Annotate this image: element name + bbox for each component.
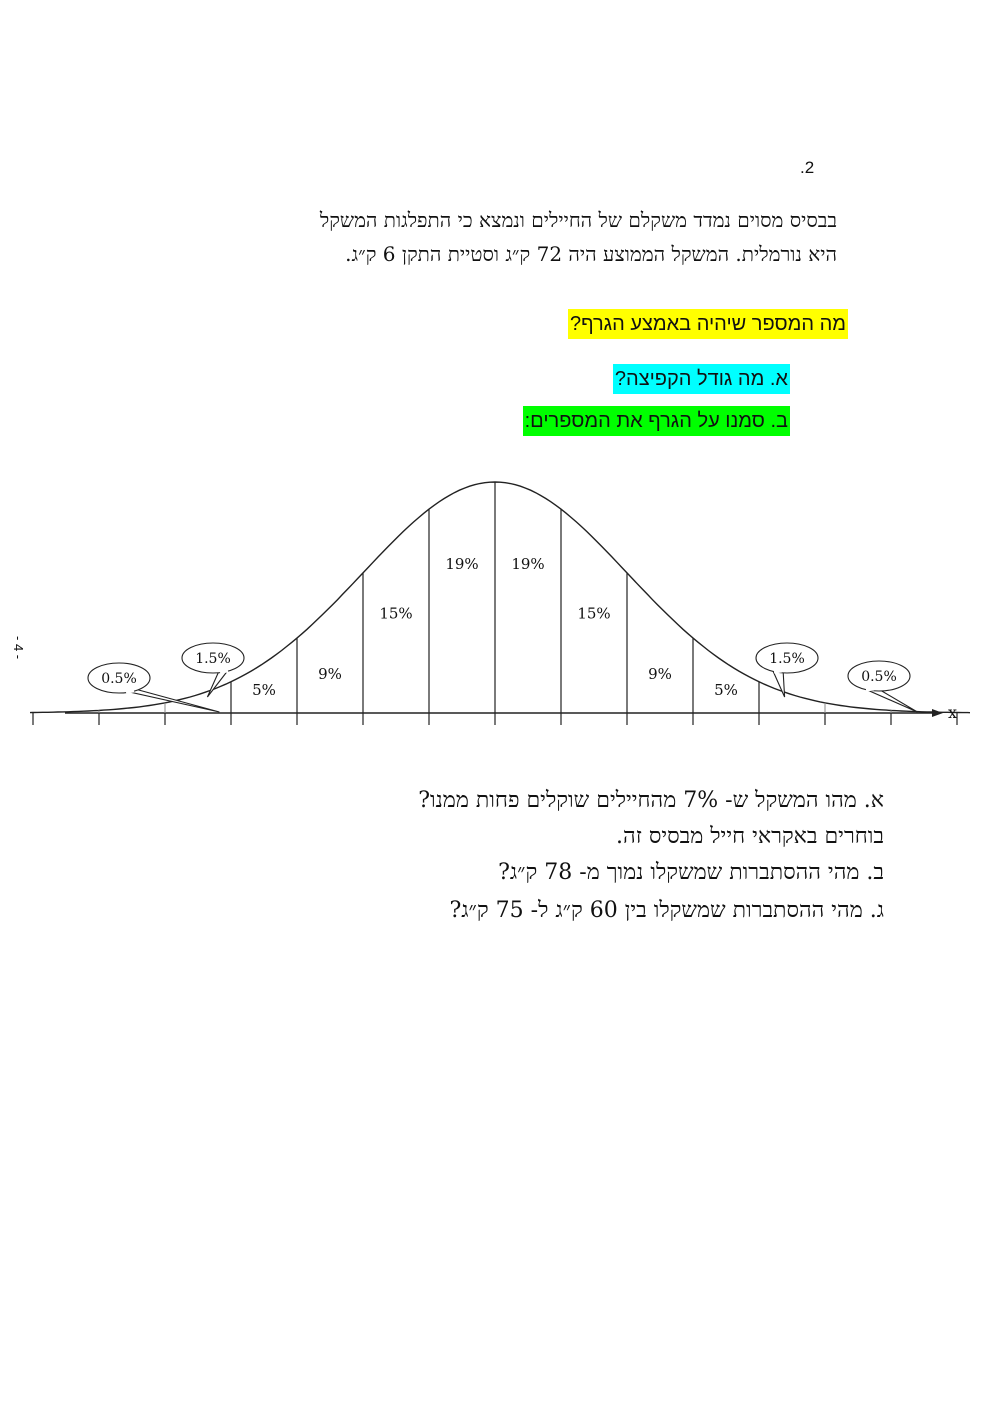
- prompt-mark-numbers: ב. סמנו על הגרף את המספרים:: [523, 406, 790, 436]
- intro-line-1: בבסיס מסוים נמדד משקלם של החיילים ונמצא כי התפלגות המשקל: [319, 208, 837, 232]
- question-context: בוחרים באקראי חייל מבסיס זה.: [616, 824, 884, 849]
- region-label-4: 19%: [511, 555, 545, 574]
- question-a: א. מהו המשקל ש- 7% מהחיילים שוקלים פחות ממנו?: [418, 788, 884, 813]
- x-axis-arrow: [932, 709, 943, 717]
- callout-bubbles: [88, 643, 917, 712]
- region-label-3: 19%: [445, 555, 479, 574]
- prompt-center-value: מה המספר שיהיה באמצע הגרף?: [568, 309, 848, 339]
- bell-curve: [30, 482, 970, 713]
- page-number: - 4 -: [11, 636, 26, 660]
- callout-left-inner: [182, 643, 244, 697]
- callout-right-inner-text: 1.5%: [769, 651, 805, 667]
- question-b: ב. מהי ההסתברות שמשקלו נמוך מ- 78 ק״ג?: [498, 860, 884, 885]
- region-label-2: 15%: [379, 604, 413, 623]
- region-label-1: 9%: [318, 665, 342, 684]
- region-label-6: 9%: [648, 665, 672, 684]
- callout-right-outer-text: 0.5%: [861, 669, 897, 685]
- question-number: .2: [800, 158, 815, 177]
- callout-left-outer-text: 0.5%: [101, 671, 137, 687]
- region-label-7: 5%: [714, 681, 738, 699]
- question-c: ג. מהי ההסתברות שמשקלו בין 60 ק״ג ל- 75 ק״ג?: [449, 898, 884, 923]
- intro-line-2: היא נורמלית. המשקל הממוצע היה 72 ק״ג וסטיית התקן 6 ק״ג.: [345, 242, 837, 266]
- callout-right-inner: [756, 643, 818, 697]
- region-label-5: 15%: [577, 604, 611, 623]
- prompt-jump-size: א. מה גודל הקפיצה?: [613, 364, 790, 394]
- callout-left-inner-text: 1.5%: [195, 651, 231, 667]
- callout-right-outer: [848, 661, 917, 712]
- axis-ticks: [33, 713, 957, 725]
- x-axis-label: x: [948, 703, 958, 722]
- region-label-0: 5%: [252, 681, 276, 699]
- normal-distribution-chart: [30, 470, 970, 730]
